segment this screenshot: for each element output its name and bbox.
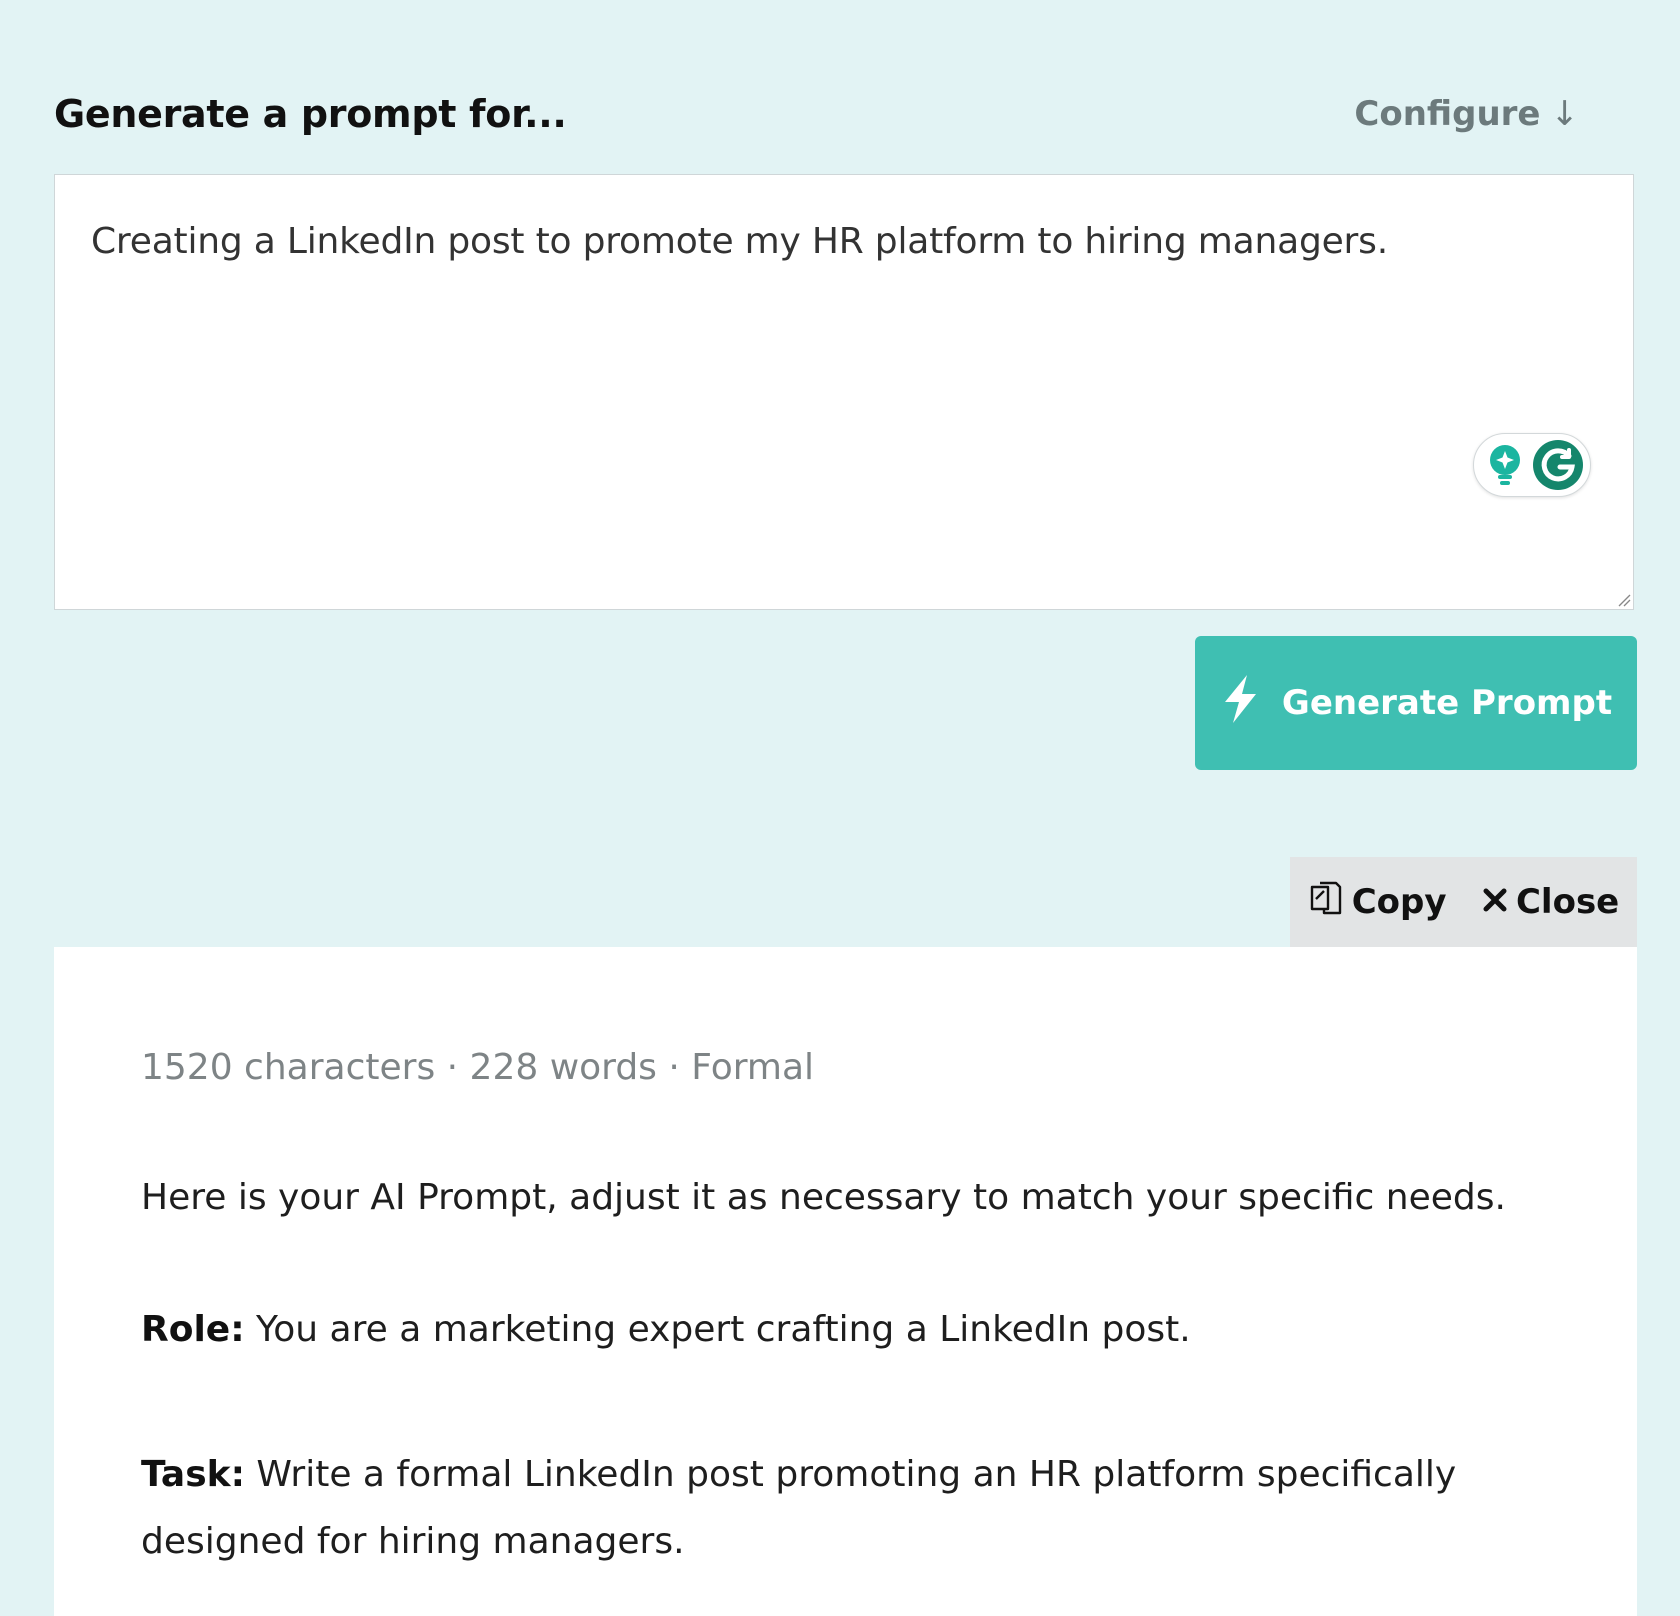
result-intro: Here is your AI Prompt, adjust it as necessary to match your specific needs. [141, 1177, 1506, 1218]
header-row [54, 86, 1579, 146]
copy-button[interactable] [1308, 879, 1447, 926]
page-title: Generate a prompt for... [54, 92, 567, 136]
role-text: You are a marketing expert crafting a LinkedIn post. [244, 1309, 1191, 1350]
result-task [141, 1441, 1481, 1575]
arrow-down-icon: ↓ [1550, 94, 1579, 134]
result-toolbar [1290, 857, 1637, 947]
task-label: Task: [141, 1454, 245, 1495]
close-button[interactable] [1482, 882, 1619, 922]
lightning-icon [1220, 673, 1260, 734]
generate-prompt-button[interactable] [1195, 636, 1637, 770]
resize-handle-icon[interactable] [1615, 591, 1631, 607]
result-panel [54, 947, 1637, 1616]
copy-label: Copy [1351, 882, 1447, 922]
close-label: Close [1515, 882, 1620, 922]
configure-link[interactable] [1354, 94, 1579, 134]
grammarly-icon[interactable] [1532, 439, 1584, 491]
configure-label: Configure [1354, 94, 1541, 134]
prompt-text[interactable]: Creating a LinkedIn post to promote my HR platform to hiring managers. [91, 221, 1388, 262]
lightbulb-icon[interactable] [1488, 444, 1522, 486]
grammarly-widget[interactable] [1473, 433, 1591, 497]
prompt-textarea[interactable] [54, 174, 1634, 610]
result-meta: 1520 characters · 228 words · Formal [141, 1047, 815, 1088]
role-label: Role: [141, 1309, 245, 1350]
copy-icon [1308, 879, 1344, 926]
task-text: Write a formal LinkedIn post promoting an HR platform specifically designed for hiring managers. [141, 1454, 1457, 1562]
generate-prompt-label: Generate Prompt [1281, 683, 1613, 723]
close-icon [1482, 882, 1508, 922]
result-role [141, 1309, 1191, 1350]
